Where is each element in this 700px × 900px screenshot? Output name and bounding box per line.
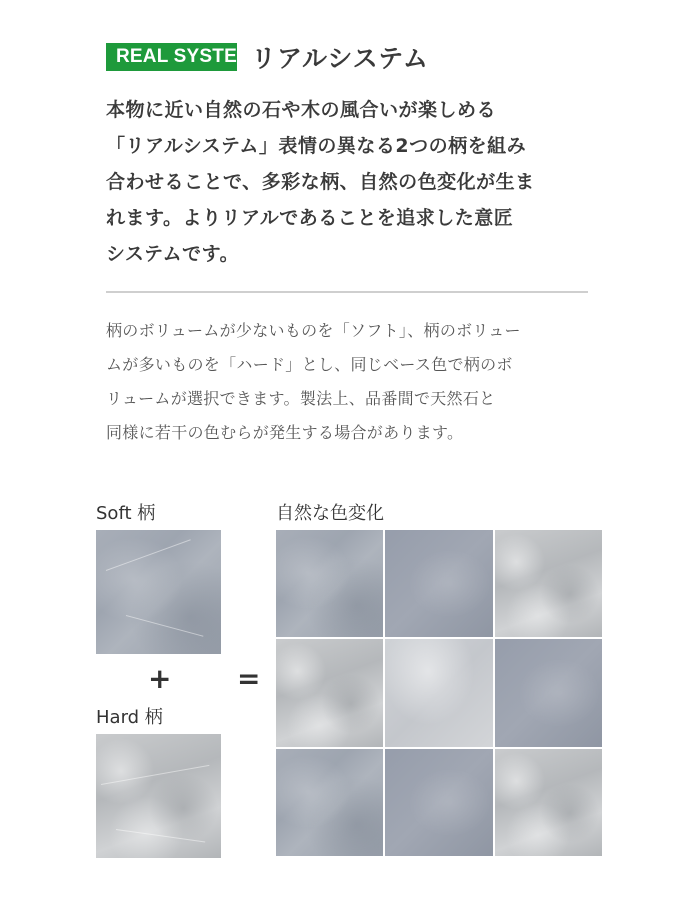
grid-tile	[495, 530, 602, 637]
color-variation-label: 自然な色変化	[276, 503, 384, 524]
lead-line: れます。よりリアルであることを追求した意匠	[106, 207, 514, 229]
equals-sign: =	[237, 662, 261, 695]
grid-tile	[276, 749, 383, 856]
hard-pattern-label: Hard 柄	[96, 707, 163, 728]
grid-tile	[385, 639, 492, 746]
grid-tile	[276, 639, 383, 746]
soft-pattern-label: Soft 柄	[96, 503, 156, 524]
note-line: 柄のボリュームが少ないものを「ソフト」、柄のボリュー	[106, 321, 521, 340]
note-line: リュームが選択できます。製法上、品番間で天然石と	[106, 389, 496, 408]
lead-line: 合わせることで、多彩な柄、自然の色変化が生ま	[106, 171, 535, 193]
lead-line: システムです。	[106, 243, 240, 265]
grid-tile	[495, 749, 602, 856]
lead-line: 本物に近い自然の石や木の風合いが楽しめる	[106, 99, 497, 121]
soft-pattern-tile	[96, 530, 221, 654]
divider	[106, 291, 588, 293]
plus-sign: +	[148, 662, 172, 695]
grid-tile	[385, 749, 492, 856]
real-system-badge: REAL SYSTEM	[106, 43, 237, 71]
grid-tile	[495, 639, 602, 746]
lead-paragraph	[106, 92, 596, 272]
page-title: リアルシステム	[251, 44, 429, 73]
grid-tile	[385, 530, 492, 637]
note-line: ムが多いものを「ハード」とし、同じベース色で柄のボ	[106, 355, 513, 374]
header	[106, 40, 429, 74]
note-paragraph	[106, 314, 596, 450]
combined-tile-grid	[276, 530, 602, 856]
grid-tile	[276, 530, 383, 637]
hard-pattern-tile	[96, 734, 221, 858]
lead-line: 「リアルシステム」表情の異なる2つの柄を組み	[106, 135, 527, 157]
note-line: 同様に若干の色むらが発生する場合があります。	[106, 423, 464, 442]
